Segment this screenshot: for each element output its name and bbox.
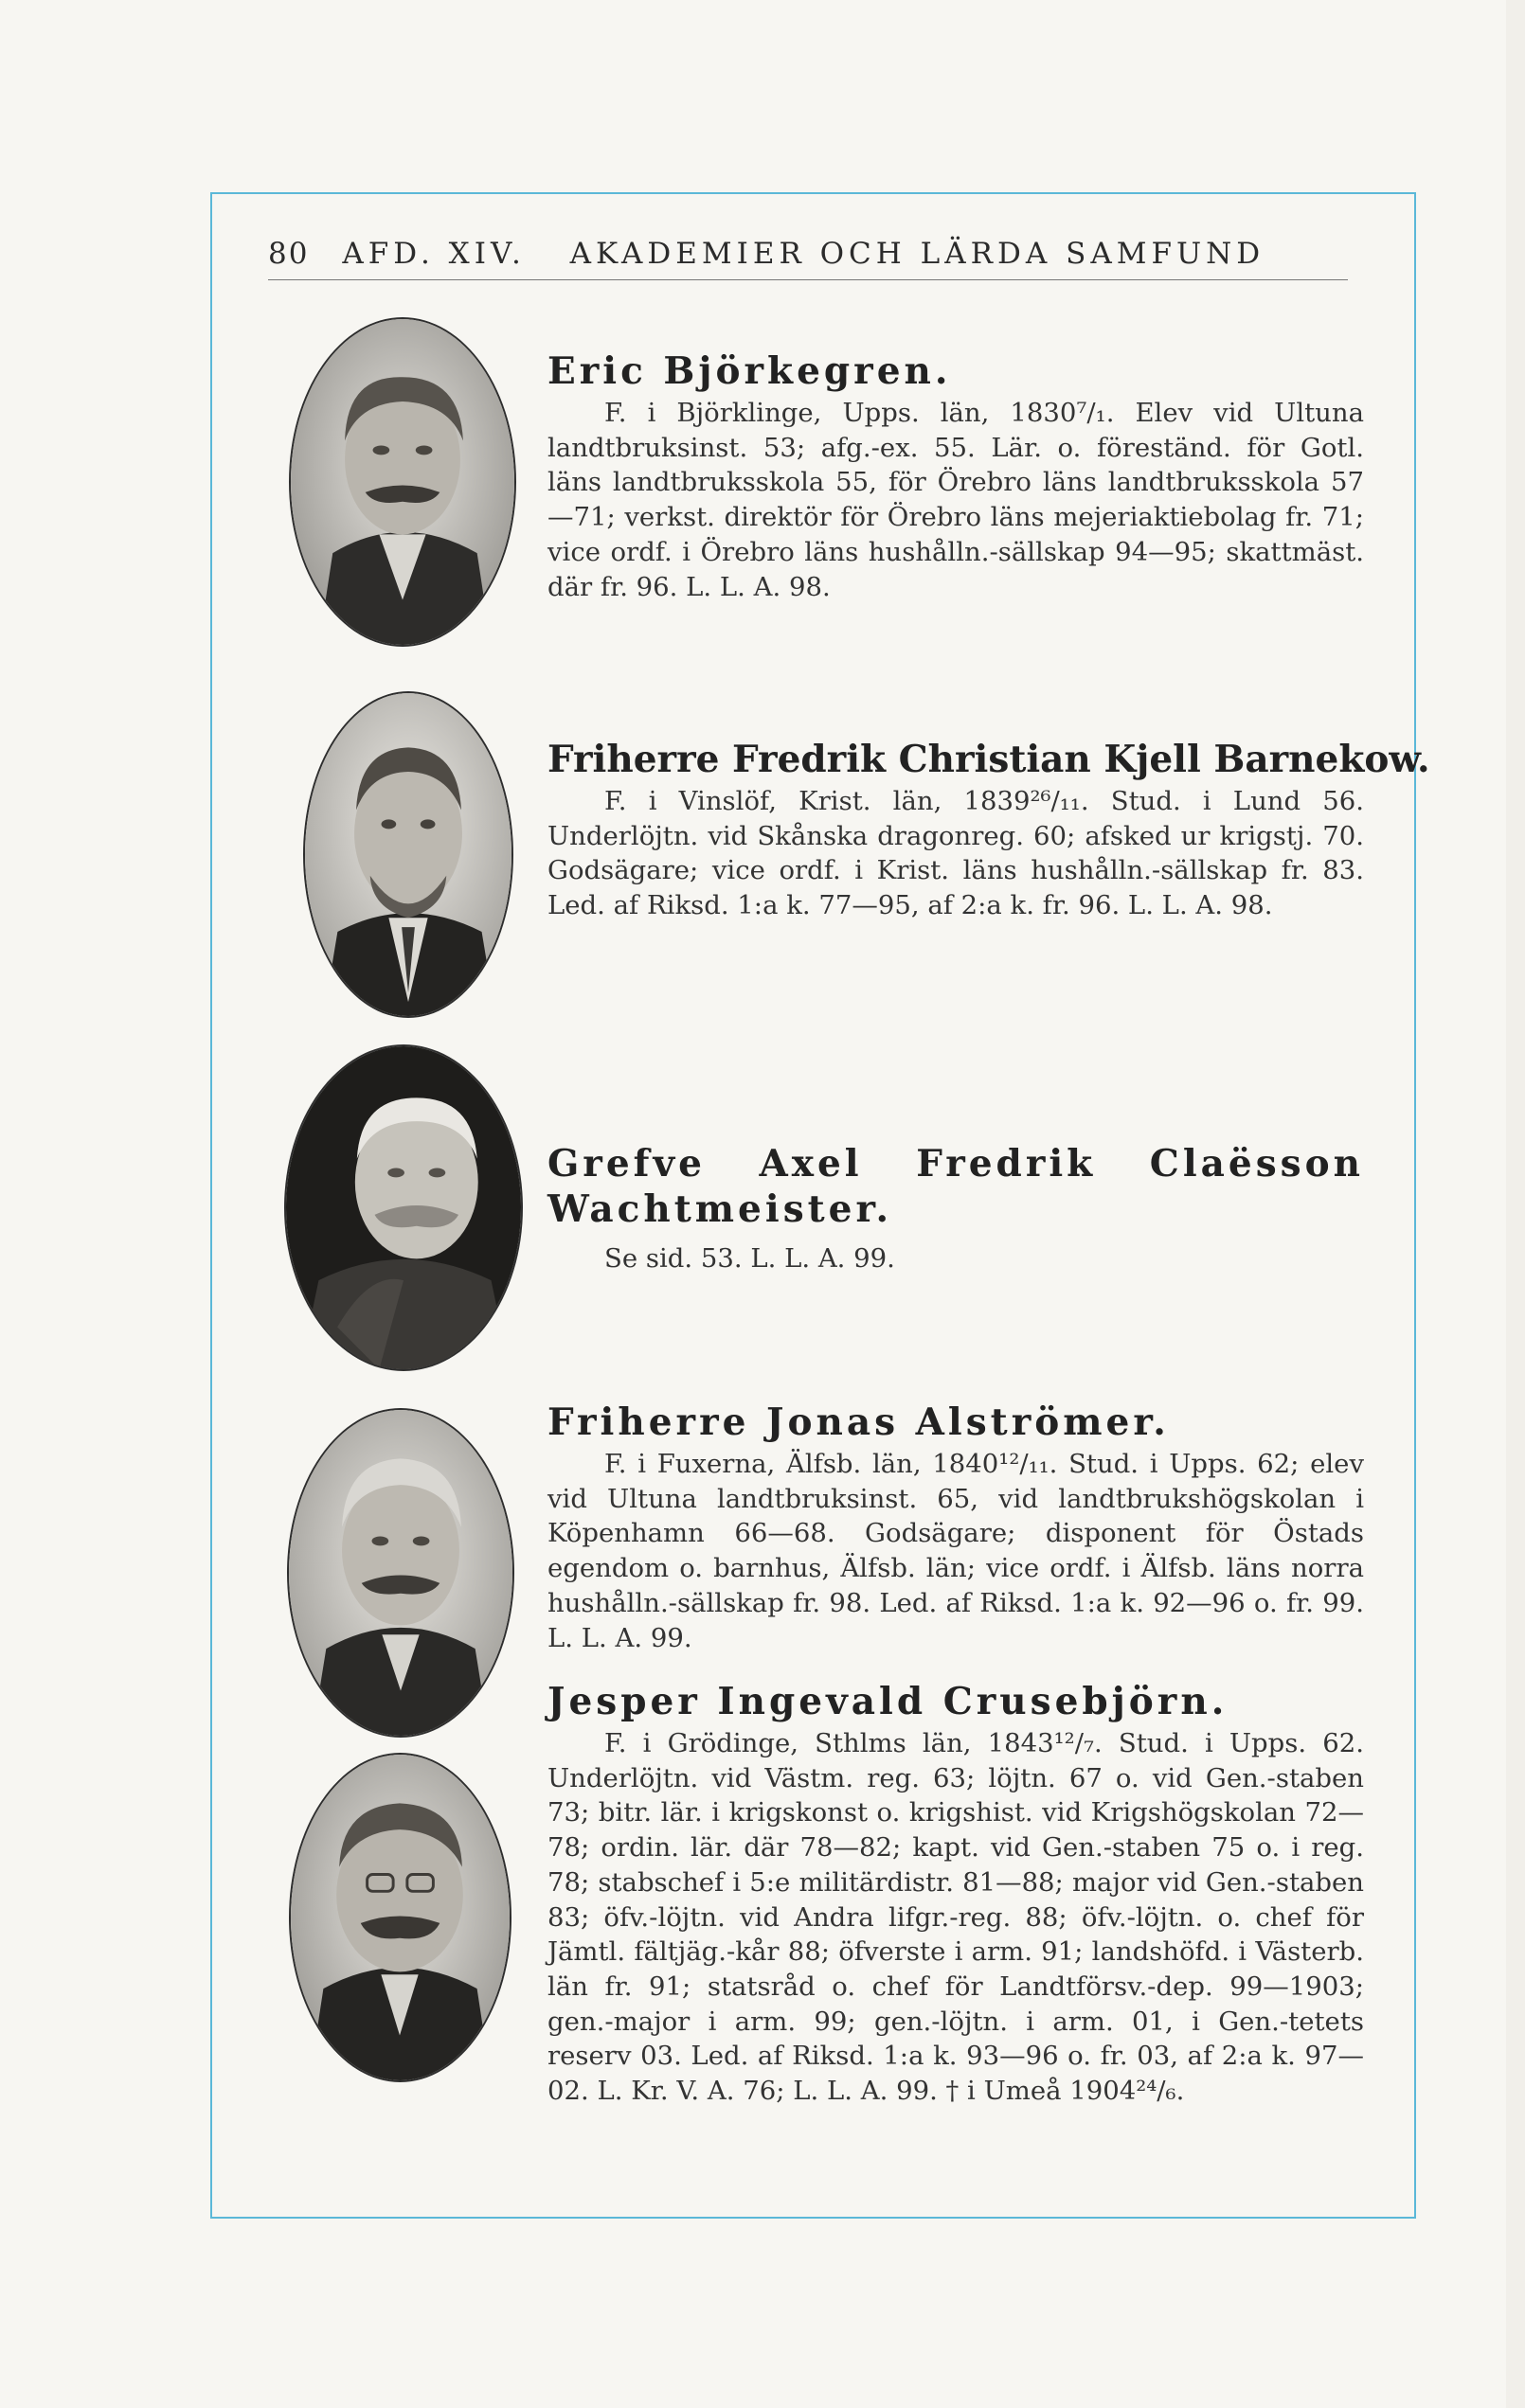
section-label: AFD. XIV. [342, 237, 526, 271]
entry-text: F. i Grödinge, Sthlms län, 1843¹²/₇. Stud. i Upps. 62. Underlöjtn. vid Västm. reg. 63; löjtn. 67 o. vid Gen.-staben 73; bitr. lär. i krigskonst o. krigshist. vid Krigshögskolan 72—78; ordin. lär. där 78—82; kapt. vid Gen.-staben 75 o. i reg. 78; stabschef i 5:e militärdistr. 81—88; major vid Gen.-staben 83; öfv.-löjtn. vid Andra lifgr.-reg. 88; öfv.-löjtn. o. chef för Jämtl. fältjäg.-kår 88; öfverste i arm. 91; landshöfd. i Västerb. län fr. 91; statsråd o. chef för Landtförsv.-dep. 99—1903; gen.-major i arm. 99; gen.-löjtn. i arm. 01, i Gen.-tetets reserv 03. Led. af Riksd. 1:a k. 93—96 o. fr. 03, af 2:a k. 97—02. L. Kr. V. A. 76; L. L. A. 99. † i Umeå 1904²⁴/₆. [547, 1728, 1364, 2107]
entry-crusebjorn [547, 1681, 1364, 2109]
portrait-alstromer [287, 1408, 514, 1738]
entry-text: F. i Björklinge, Upps. län, 1830⁷/₁. Elev vid Ultuna landtbruksinst. 53; afg.-ex. 55. Lär. o. föreständ. för Gotl. läns landtbruksskola 55, för Örebro läns landtbruksskola 57—71; verkst. direktör för Örebro läns mejeriaktiebolag fr. 71; vice ordf. i Örebro läns hushålln.-sällskap 94—95; skattmäst. där fr. 96. L. L. A. 98. [547, 398, 1364, 602]
portrait-barnekow [303, 691, 513, 1018]
entry-text: Se sid. 53. L. L. A. 99. [604, 1243, 895, 1274]
running-header [268, 237, 1348, 278]
entry-bjorkegren [547, 350, 1364, 604]
entry-alstromer [547, 1401, 1364, 1655]
portrait-bjorkegren [289, 317, 516, 647]
entry-name: Friherre Jonas Alströmer. [547, 1400, 1170, 1444]
entry-text: F. i Fuxerna, Älfsb. län, 1840¹²/₁₁. Stud. i Upps. 62; elev vid Ultuna landtbruksinst. 65, vid landtbrukshögskolan i Köpenhamn 66—68. Godsägare; disponent för Östads egendom o. barnhus, Älfsb. län; vice ordf. i Älfsb. läns norra hushålln.-sällskap fr. 98. Led. af Riksd. 1:a k. 92—96 o. fr. 99. L. L. A. 99. [547, 1449, 1364, 1653]
entry-text: F. i Vinslöf, Krist. län, 1839²⁶/₁₁. Stud. i Lund 56. Underlöjtn. vid Skånska dragonreg. 60; afsked ur krigstj. 70. Godsägare; vice ordf. i Krist. läns hushålln.-sällskap fr. 83. Led. af Riksd. 1:a k. 77—95, af 2:a k. fr. 96. L. L. A. 98. [547, 786, 1364, 921]
page-number: 80 [268, 237, 310, 271]
portrait-wachtmeister [284, 1044, 523, 1371]
header-rule [268, 279, 1348, 280]
entry-wachtmeister [547, 1141, 1364, 1276]
entry-name: Jesper Ingevald Crusebjörn. [547, 1680, 1229, 1723]
header-title: AKADEMIER OCH LÄRDA SAMFUND [569, 237, 1265, 271]
portrait-crusebjorn [289, 1753, 511, 2082]
entry-name: Grefve Axel Fredrik Claësson Wachtmeister. [547, 1142, 1364, 1231]
entry-name: Eric Björkegren. [547, 349, 952, 393]
entry-name: Friherre Fredrik Christian Kjell Barnekow. [547, 738, 1430, 781]
entry-barnekow [547, 738, 1430, 923]
